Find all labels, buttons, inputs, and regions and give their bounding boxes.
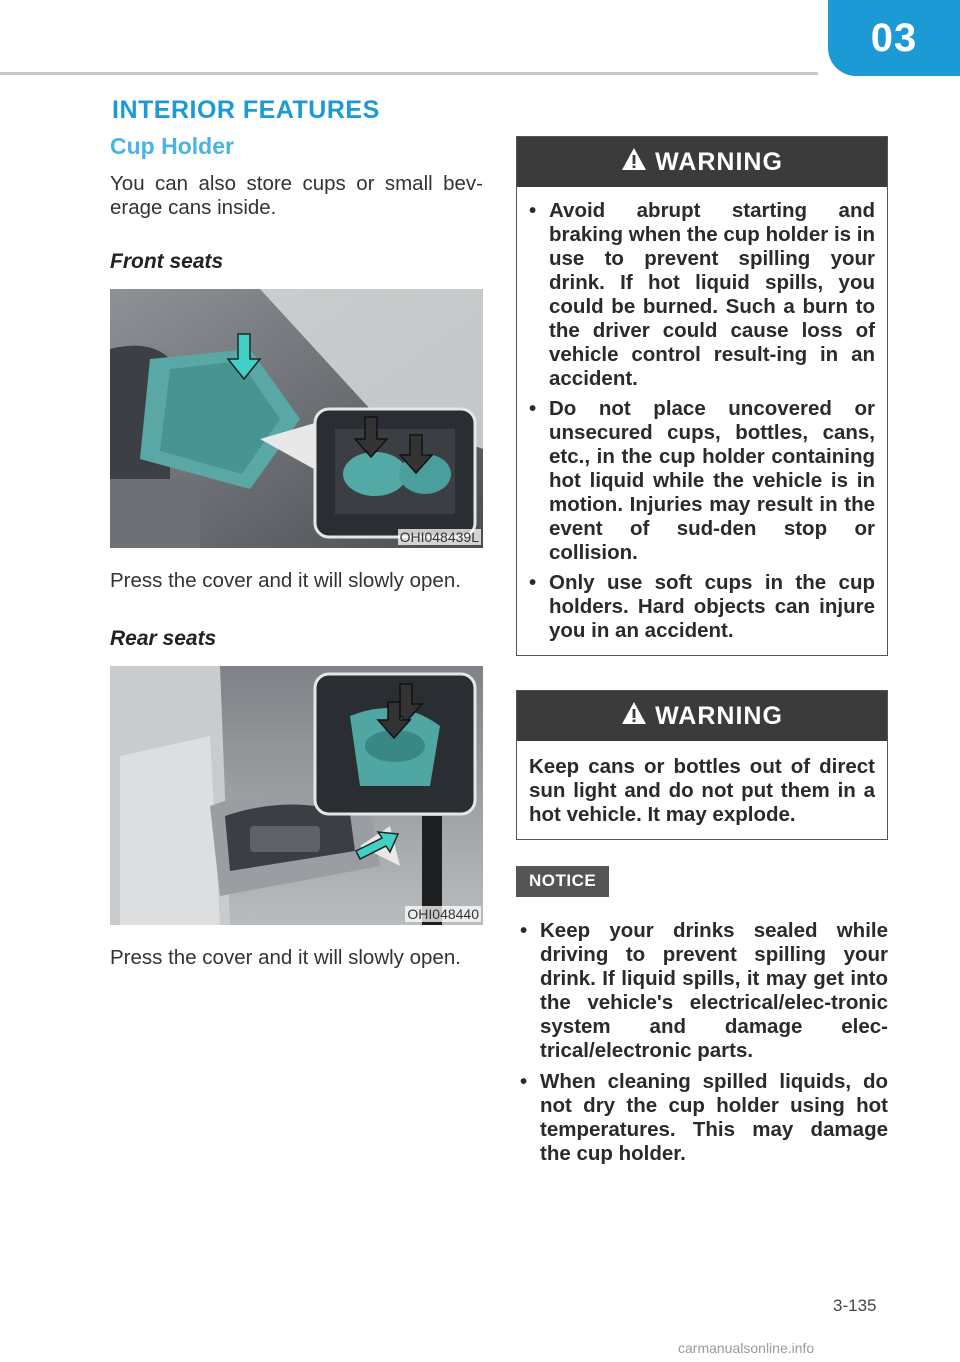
warning-body	[517, 187, 887, 655]
warning-box-2	[516, 690, 888, 840]
front-console-illustration	[110, 289, 483, 548]
warning-triangle-icon	[621, 147, 647, 178]
warning-item: • Avoid abrupt starting and braking when the cup holder is in use to prevent spilling your drink. If hot liquid spills, you could be burned. Such a burn to the driver could cause loss of vehicle control result-ing in an accident.	[529, 199, 875, 390]
warning-header	[517, 691, 887, 741]
front-seats-heading: Front seats	[110, 250, 224, 273]
chapter-tab: 03	[828, 0, 960, 76]
rear-armrest-illustration	[110, 666, 483, 925]
notice-item: • When cleaning spilled liquids, do not dry the cup holder using hot temperatures. This may damage the cup holder.	[520, 1070, 888, 1165]
notice-badge: NOTICE	[516, 866, 609, 897]
header-rule	[0, 72, 818, 75]
notice-list	[516, 919, 888, 1166]
warning-body	[517, 741, 887, 839]
warning-box-1	[516, 136, 888, 656]
warning-title: WARNING	[655, 147, 783, 176]
figure-code: OHI048440	[407, 906, 479, 922]
right-column	[516, 136, 888, 1173]
front-cupholder-figure	[110, 289, 483, 548]
page-number: 3-135	[833, 1296, 877, 1315]
watermark[interactable]: carmanualsonline.info	[678, 1340, 815, 1356]
warning-text: Keep cans or bottles out of direct sun light and do not put them in a hot vehicle. It may explode.	[529, 755, 875, 826]
warning-triangle-icon	[621, 701, 647, 732]
figure-code: OHI048439L	[399, 529, 479, 545]
front-instruction: Press the cover and it will slowly open.	[110, 569, 461, 592]
warning-item: • Only use soft cups in the cup holders. Hard objects can injure you in an accident.	[529, 571, 875, 642]
cup-holder-heading: Cup Holder	[110, 133, 234, 159]
notice-item: • Keep your drinks sealed while driving to prevent spilling your drink. If liquid spills, it may get into the vehicle's electrical/elec-tronic system and damage elec-trical/electronic parts.	[520, 919, 888, 1062]
intro-paragraph: You can also store cups or small bev-erage cans inside.	[110, 172, 483, 219]
left-column	[110, 130, 483, 970]
section-title: INTERIOR FEATURES	[112, 96, 380, 124]
warning-header	[517, 137, 887, 187]
rear-cupholder-figure	[110, 666, 483, 925]
warning-title: WARNING	[655, 701, 783, 730]
rear-seats-heading: Rear seats	[110, 627, 217, 650]
warning-item: • Do not place uncovered or unsecured cups, bottles, cans, etc., in the cup holder containing hot liquid while the vehicle is in motion. Injuries may result in the event of sud-den stop or collision.	[529, 397, 875, 564]
rear-instruction: Press the cover and it will slowly open.	[110, 946, 461, 969]
